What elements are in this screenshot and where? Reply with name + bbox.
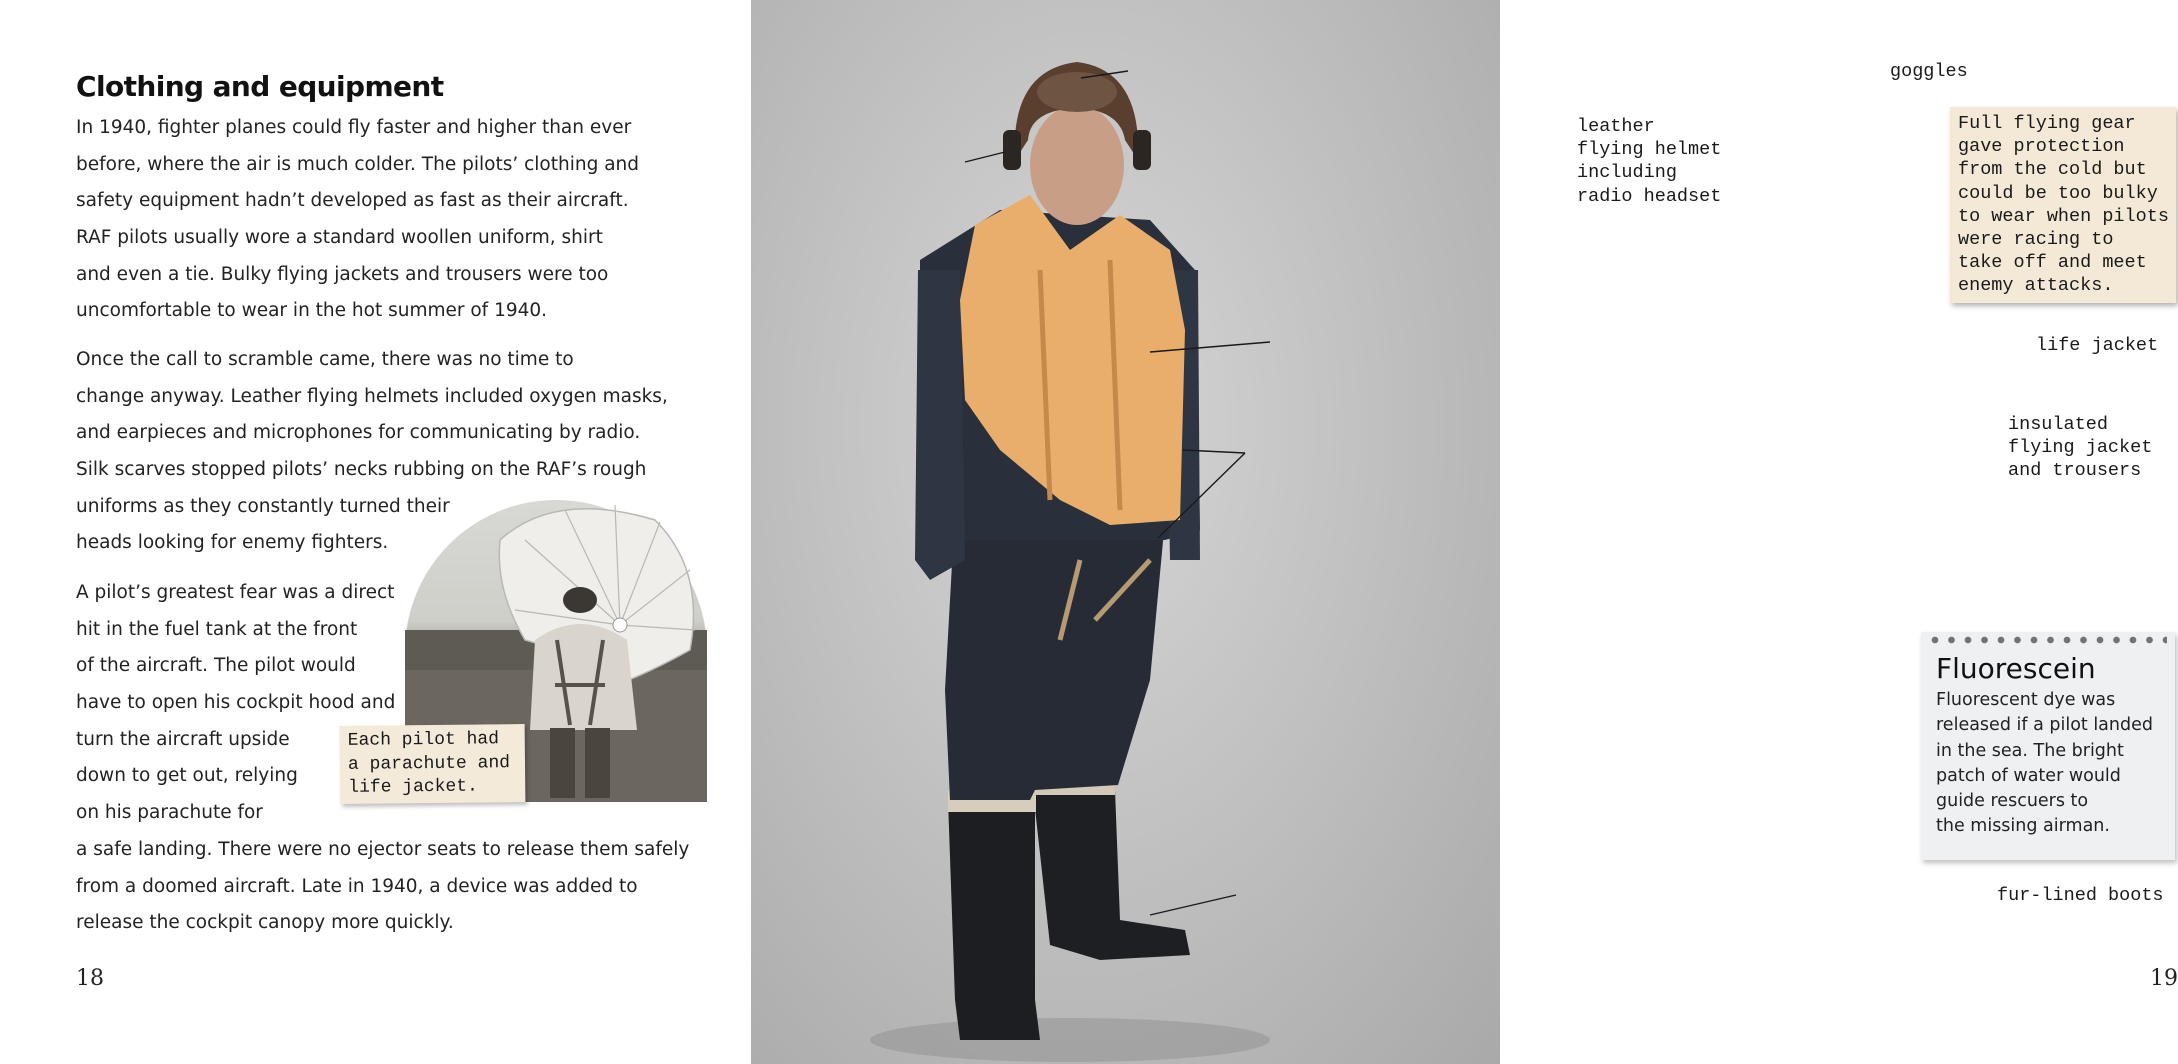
text-line: turn the aircraft upside xyxy=(76,728,290,750)
note-line: Full flying gear xyxy=(1958,113,2136,134)
fluorescein-line: guide rescuers to xyxy=(1936,791,2089,812)
text-line: hit in the fuel tank at the front xyxy=(76,618,358,640)
label-line: radio headset xyxy=(1577,185,1722,207)
paragraph-1 xyxy=(76,110,639,330)
text-line: a safe landing. There were no ejector seats to release them safely xyxy=(76,838,690,860)
text-line: from a doomed aircraft. Late in 1940, a device was added to xyxy=(76,875,638,897)
notepad-holes xyxy=(1931,635,2167,647)
goggles-label xyxy=(1890,60,1968,83)
page-number-left: 18 xyxy=(76,966,104,991)
text-line: down to get out, relying xyxy=(76,765,298,787)
text-line: before, where the air is much colder. The pilots’ clothing and xyxy=(76,153,639,175)
label-line: goggles xyxy=(1890,61,1968,82)
text-line: uniforms as they constantly turned their xyxy=(76,495,450,517)
text-line: safety equipment hadn’t developed as fast as their aircraft. xyxy=(76,190,629,212)
label-line: leather xyxy=(1577,116,1655,137)
text-line: uncomfortable to wear in the hot summer of 1940. xyxy=(76,300,548,322)
label-line: including xyxy=(1577,162,1677,184)
note-line: take off and meet xyxy=(1958,252,2147,274)
fluorescein-title: Fluorescein xyxy=(1936,652,2096,685)
note-line: gave protection xyxy=(1958,136,2125,158)
photo-caption-note xyxy=(340,724,526,804)
page-title: Clothing and equipment xyxy=(76,70,444,103)
fluorescein-body xyxy=(1936,688,2175,840)
right-page xyxy=(751,0,2178,1064)
label-line: fur-lined boots xyxy=(1997,885,2164,906)
left-page xyxy=(0,0,751,1064)
label-leader-lines xyxy=(751,0,1500,1064)
text-line: In 1940, fighter planes could fly faster and higher than ever xyxy=(76,117,632,138)
label-line: flying helmet xyxy=(1577,139,1722,161)
text-line: heads looking for enemy fighters. xyxy=(76,532,389,554)
helmet-label xyxy=(1577,115,1721,208)
caption-line: a parachute and xyxy=(347,752,511,775)
label-line: and trousers xyxy=(2008,460,2142,482)
page-number-right: 19 xyxy=(2150,966,2178,991)
note-line: could be too bulky xyxy=(1958,182,2158,204)
text-line: have to open his cockpit hood and xyxy=(76,692,396,714)
caption-line: life jacket. xyxy=(348,776,478,798)
note-line: were racing to xyxy=(1958,229,2114,251)
text-line: and even a tie. Bulky flying jackets and trousers were too xyxy=(76,263,609,285)
life-jacket-label xyxy=(2036,334,2158,357)
flying-jacket-label xyxy=(2008,413,2152,483)
fluorescein-line: Fluorescent dye was xyxy=(1936,690,2116,710)
note-line: enemy attacks. xyxy=(1958,275,2114,297)
text-line: of the aircraft. The pilot would xyxy=(76,655,356,677)
text-line: on his parachute for xyxy=(76,802,263,824)
fluorescein-line: released if a pilot landed xyxy=(1936,715,2153,736)
caption-line: Each pilot had xyxy=(347,729,500,751)
note-line: from the cold but xyxy=(1958,159,2147,181)
fluorescein-box xyxy=(1921,632,2175,860)
text-line: RAF pilots usually wore a standard woollen uniform, shirt xyxy=(76,227,603,249)
boots-label xyxy=(1997,884,2164,907)
text-line: A pilot’s greatest fear was a direct xyxy=(76,582,395,603)
note-line: to wear when pilots xyxy=(1958,205,2169,227)
fluorescein-line: patch of water would xyxy=(1936,765,2121,786)
text-line: Silk scarves stopped pilots’ necks rubbing on the RAF’s rough xyxy=(76,459,647,481)
text-line: release the cockpit canopy more quickly. xyxy=(76,912,454,934)
fluorescein-line: in the sea. The bright xyxy=(1936,740,2124,761)
label-line: flying jacket xyxy=(2008,437,2153,459)
label-line: life jacket xyxy=(2036,335,2159,356)
label-line: insulated xyxy=(2008,414,2108,435)
gear-note xyxy=(1950,107,2176,303)
text-line: and earpieces and microphones for communicating by radio. xyxy=(76,422,641,444)
text-line: Once the call to scramble came, there was no time to xyxy=(76,349,574,370)
fluorescein-line: the missing airman. xyxy=(1936,816,2110,837)
text-line: change anyway. Leather flying helmets included oxygen masks, xyxy=(76,385,668,407)
